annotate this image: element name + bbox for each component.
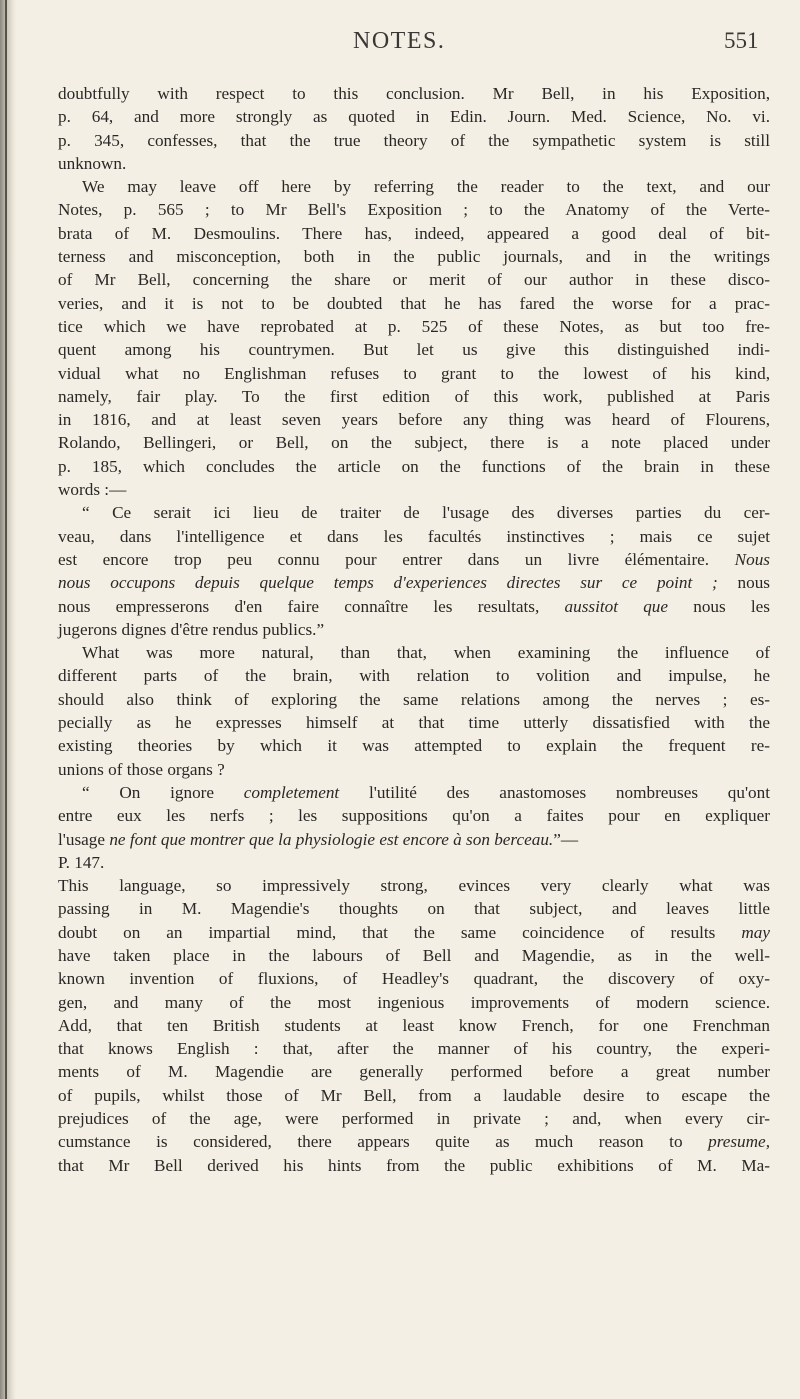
text-segment: pecially as he expresses himself at that time utterly dissatisfied with the <box>58 713 770 733</box>
text-segment: should also think of exploring the same relations among the nerves ; es- <box>58 689 770 709</box>
text-segment: l'usage <box>58 829 110 849</box>
text-segment: p. 185, which concludes the article on the functions of the brain in these <box>58 456 770 476</box>
italic-text: may <box>741 922 770 942</box>
text-segment: p. 64, and more strongly as quoted in Edin. Journ. Med. Science, No. vi. <box>58 107 770 127</box>
running-head: NOTES. <box>353 28 446 54</box>
text-line <box>58 1130 770 1153</box>
text-line <box>58 828 770 851</box>
body-text <box>58 82 770 1177</box>
text-line <box>58 268 770 291</box>
text-line <box>58 152 770 175</box>
text-segment: veries, and it is not to be doubted that he has fared the worse for a prac- <box>58 293 770 313</box>
text-line <box>58 105 770 128</box>
text-line <box>58 315 770 338</box>
text-segment: unions of those organs ? <box>58 759 225 779</box>
text-line <box>58 198 770 221</box>
text-line <box>58 758 770 781</box>
text-line <box>58 82 770 105</box>
text-segment: nous empresserons d'en faire connaître les resultats, <box>58 596 565 616</box>
italic-text: Nous <box>734 549 770 569</box>
italic-text: ne font que montrer que la physiologie est encore à son berceau. <box>109 829 554 849</box>
paragraph <box>58 82 770 175</box>
text-segment: What was more natural, than that, when examining the influence of <box>82 643 770 663</box>
text-line <box>58 245 770 268</box>
text-segment: “ On ignore <box>82 782 244 802</box>
text-line <box>58 1107 770 1130</box>
text-segment: We may leave off here by referring the reader to the text, and our <box>82 177 770 197</box>
text-line <box>58 478 770 501</box>
text-line <box>58 1037 770 1060</box>
text-line <box>58 525 770 548</box>
text-line <box>58 408 770 431</box>
text-line <box>58 1014 770 1037</box>
text-segment: jugerons dignes d'être rendus publics.” <box>58 619 325 639</box>
italic-text: nous occupons depuis quelque temps d'experiences directes sur ce point ; <box>58 573 718 593</box>
text-line <box>58 1060 770 1083</box>
text-line <box>58 804 770 827</box>
text-segment: cumstance is considered, there appears quite as much reason to <box>58 1132 709 1152</box>
binding-edge-line <box>5 0 7 1399</box>
text-segment: brata of M. Desmoulins. There has, indeed, appeared a good deal of bit- <box>58 223 770 243</box>
text-line <box>58 688 770 711</box>
text-segment: veau, dans l'intelligence et dans les facultés instinctives ; mais ce sujet <box>58 526 770 546</box>
book-spine-shadow <box>0 0 16 1399</box>
text-segment: l'utilité des anastomoses nombreuses qu'ont <box>339 782 771 802</box>
text-line <box>58 991 770 1014</box>
text-segment: ”— <box>553 829 579 849</box>
text-segment: ments of M. Magendie are generally performed before a great number <box>58 1062 770 1082</box>
text-line <box>58 222 770 245</box>
text-line <box>58 595 770 618</box>
text-line <box>58 129 770 152</box>
text-segment: passing in M. Magendie's thoughts on that subject, and leaves little <box>58 899 770 919</box>
text-line <box>58 548 770 571</box>
paragraph <box>58 641 770 781</box>
italic-text: completement <box>243 782 340 802</box>
paragraph <box>58 175 770 501</box>
text-segment: in 1816, and at least seven years before any thing was heard of Flourens, <box>58 410 770 430</box>
text-segment: Notes, p. 565 ; to Mr Bell's Exposition ; to the Anatomy of the Verte- <box>58 200 770 220</box>
text-line <box>58 385 770 408</box>
text-segment: This language, so impressively strong, evinces very clearly what was <box>58 876 770 896</box>
text-segment: different parts of the brain, with relation to volition and impulse, he <box>58 666 770 686</box>
text-segment: have taken place in the labours of Bell and Magendie, as in the well- <box>58 945 770 965</box>
text-line <box>58 641 770 664</box>
text-segment: est encore trop peu connu pour entrer dans un livre élémentaire. <box>58 549 735 569</box>
text-line <box>58 897 770 920</box>
text-line <box>58 711 770 734</box>
text-segment: words :— <box>58 480 127 500</box>
text-segment: tice which we have reprobated at p. 525 of these Notes, as but too fre- <box>58 316 770 336</box>
text-segment: doubt on an impartial mind, that the same coincidence of results <box>58 922 742 942</box>
text-line <box>58 734 770 757</box>
italic-text: presume, <box>708 1132 770 1152</box>
text-segment: doubtfully with respect to this conclusion. Mr Bell, in his Exposition, <box>58 84 770 103</box>
text-line <box>58 944 770 967</box>
text-line <box>58 664 770 687</box>
italic-text: aussitot que <box>564 596 669 616</box>
text-line <box>58 618 770 641</box>
text-line <box>58 175 770 198</box>
paragraph <box>58 781 770 874</box>
text-segment: P. 147. <box>58 852 105 872</box>
page-header <box>0 16 800 56</box>
text-line <box>58 1084 770 1107</box>
text-segment: quent among his countrymen. But let us give this distinguished indi- <box>58 340 770 360</box>
text-line <box>58 431 770 454</box>
text-segment: vidual what no Englishman refuses to grant to the lowest of his kind, <box>58 363 770 383</box>
text-segment: gen, and many of the most ingenious improvements of modern science. <box>58 992 770 1012</box>
text-segment: nous les <box>668 596 770 616</box>
text-segment: Add, that ten British students at least know French, for one Frenchman <box>58 1015 770 1035</box>
text-segment: that knows English : that, after the manner of his country, the experi- <box>58 1039 770 1059</box>
text-segment: entre eux les nerfs ; les suppositions qu'on a faites pour en expliquer <box>58 806 770 826</box>
text-segment: known invention of fluxions, of Headley's quadrant, the discovery of oxy- <box>58 969 770 989</box>
text-segment: unknown. <box>58 153 127 173</box>
text-segment: that Mr Bell derived his hints from the public exhibitions of M. Ma- <box>58 1155 770 1175</box>
text-line <box>58 501 770 524</box>
text-segment: of Mr Bell, concerning the share or merit of our author in these disco- <box>58 270 770 290</box>
page-number: 551 <box>724 28 759 53</box>
text-line <box>58 781 770 804</box>
text-segment: Rolando, Bellingeri, or Bell, on the subject, there is a note placed under <box>58 433 770 453</box>
text-segment: “ Ce serait ici lieu de traiter de l'usage des diverses parties du cer- <box>82 503 770 523</box>
text-segment: namely, fair play. To the first edition of this work, published at Paris <box>58 386 770 406</box>
text-line <box>58 338 770 361</box>
text-segment: prejudices of the age, were performed in private ; and, when every cir- <box>58 1109 770 1129</box>
text-line <box>58 362 770 385</box>
text-line <box>58 292 770 315</box>
text-segment: p. 345, confesses, that the true theory of the sympathetic system is still <box>58 130 770 150</box>
text-line <box>58 874 770 897</box>
paragraph <box>58 501 770 641</box>
paragraph <box>58 874 770 1177</box>
text-line <box>58 455 770 478</box>
text-line <box>58 851 770 874</box>
text-line <box>58 571 770 594</box>
text-line <box>58 1154 770 1177</box>
text-segment: existing theories by which it was attempted to explain the frequent re- <box>58 736 770 756</box>
text-line <box>58 967 770 990</box>
text-line <box>58 921 770 944</box>
text-segment: of pupils, whilst those of Mr Bell, from a laudable desire to escape the <box>58 1085 770 1105</box>
text-segment: nous <box>717 573 770 593</box>
text-segment: terness and misconception, both in the public journals, and in the writings <box>58 247 770 267</box>
